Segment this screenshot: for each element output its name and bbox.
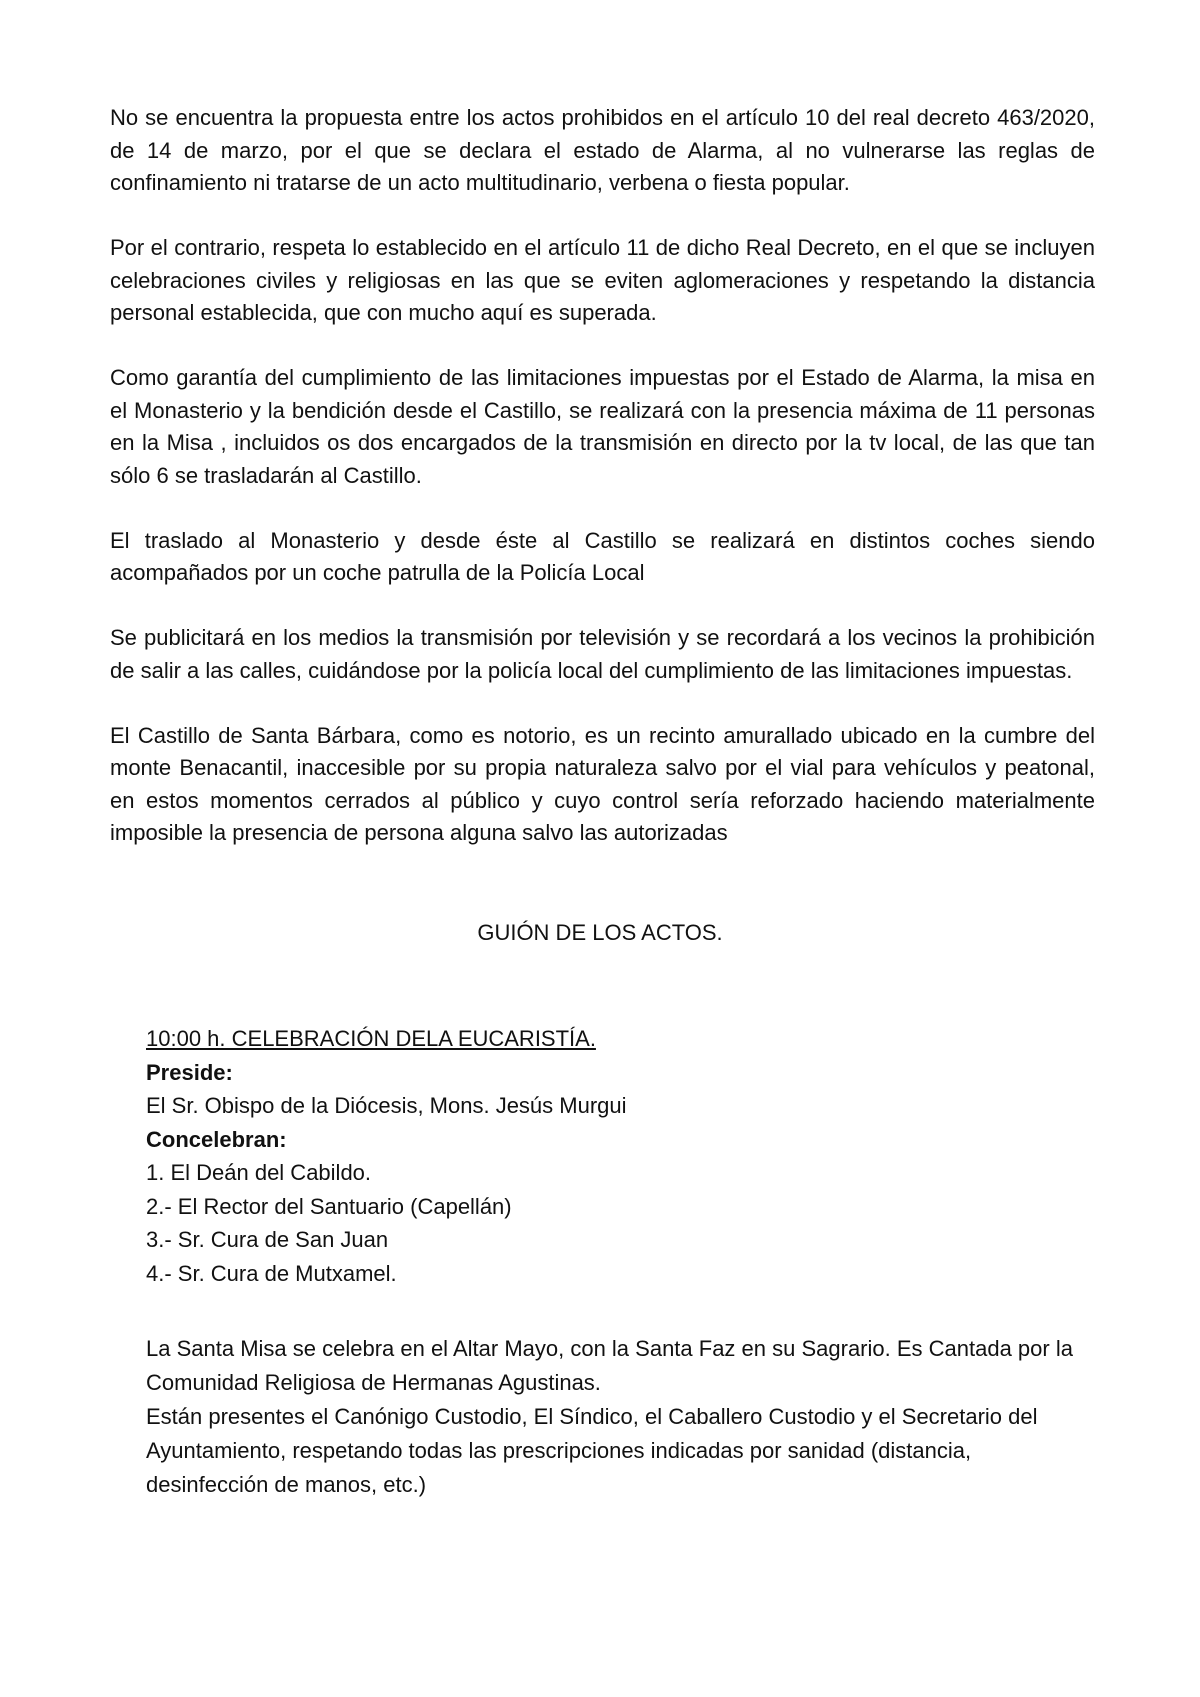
event-title: 10:00 h. CELEBRACIÓN DELA EUCARISTÍA.: [146, 1026, 596, 1051]
paragraph-castle: El Castillo de Santa Bárbara, como es notorio, es un recinto amurallado ubicado en la cumbre del monte Benacantil, inaccesible por su propia naturaleza salvo por el vial para vehículos y peatonal, en estos momentos cerrados al público y cuyo control sería reforzado haciendo materialmente imposible la presencia de persona alguna salvo las autorizadas: [110, 722, 1095, 845]
concelebrant-item: 4.- Sr. Cura de Mutxamel.: [146, 1260, 397, 1286]
paragraph-publicity: Se publicitará en los medios la transmisión por televisión y se recordará a los vecinos la prohibición de salir a las calles, cuidándose por la policía local del cumplimiento de las limitaciones impuestas.: [110, 625, 1095, 683]
concelebrants-label: Concelebran:: [146, 1126, 287, 1152]
concelebrant-item: 2.- El Rector del Santuario (Capellán): [146, 1193, 512, 1219]
concelebrant-item: 1. El Deán del Cabildo.: [146, 1160, 372, 1185]
section-heading: GUIÓN DE LOS ACTOS.: [477, 920, 723, 945]
concelebrant-item: 3.- Sr. Cura de San Juan: [146, 1227, 389, 1252]
preside-label: Preside:: [146, 1059, 233, 1085]
closing-block: [146, 1332, 1091, 1502]
paragraph-mass-location: La Santa Misa se celebra en el Altar Mayo, con la Santa Faz en su Sagrario. Es Cantada por la Comunidad Religiosa de Hermanas Agustinas.: [146, 1336, 1073, 1395]
paragraph-guarantee: Como garantía del cumplimiento de las limitaciones impuestas por el Estado de Alarma, la misa en el Monasterio y la bendición desde el Castillo, se realizará con la presencia máxima de 11 personas en la Misa , incluidos os dos encargados de la transmisión en directo por la tv local, de las que tan sólo 6 se trasladarán al Castillo.: [110, 365, 1095, 488]
paragraph-prohibited-acts: No se encuentra la propuesta entre los actos prohibidos en el artículo 10 del real decreto 463/2020, de 14 de marzo, por el que se declara el estado de Alarma, al no vulnerarse las reglas de confinamiento ni tratarse de un acto multitudinario, verbena o fiesta popular.: [110, 105, 1095, 195]
document-body: [110, 102, 1095, 850]
paragraph-article-11: Por el contrario, respeta lo establecido en el artículo 11 de dicho Real Decreto, en el que se incluyen celebraciones civiles y religiosas en las que se eviten aglomeraciones y respetando la distancia personal establecida, que con mucho aquí es superada.: [110, 235, 1095, 325]
preside-value: El Sr. Obispo de la Diócesis, Mons. Jesús Murgui: [146, 1093, 627, 1118]
program-block: [146, 1022, 1091, 1290]
paragraph-attendees: Están presentes el Canónigo Custodio, El Síndico, el Caballero Custodio y el Secretario del Ayuntamiento, respetando todas las prescripciones indicadas por sanidad (distancia, desinfección de manos, etc.): [146, 1404, 1038, 1497]
paragraph-transfer: El traslado al Monasterio y desde éste al Castillo se realizará en distintos coches siendo acompañados por un coche patrulla de la Policía Local: [110, 527, 1095, 585]
